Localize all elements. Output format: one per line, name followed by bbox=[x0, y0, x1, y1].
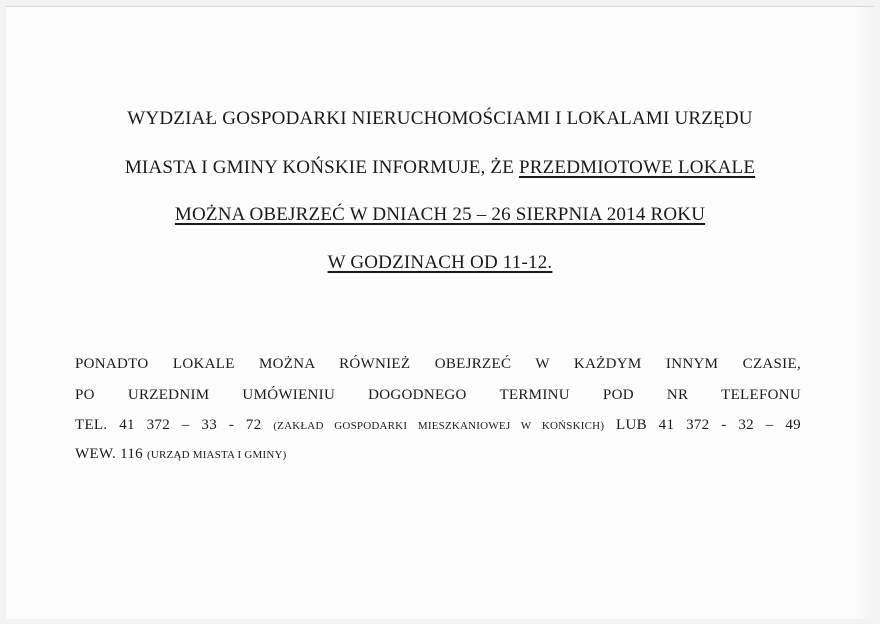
phone-note-2: (URZĄD MIASTA I GMINY) bbox=[147, 449, 287, 461]
phone-extension: WEW. 116 bbox=[75, 446, 143, 462]
paragraph-line-1: PONADTO LOKALE MOŻNA RÓWNIEŻ OBEJRZEĆ W KAŻDYM INNYM CZASIE, bbox=[75, 356, 801, 372]
heading-line-1: WYDZIAŁ GOSPODARKI NIERUCHOMOŚCIAMI I LOKALAMI URZĘDU bbox=[127, 108, 753, 129]
heading-line-2-text: MIASTA I GMINY KOŃSKIE INFORMUJE, ŻE bbox=[124, 157, 519, 178]
heading-line-3 bbox=[0, 204, 880, 226]
phone-note-1: (ZAKŁAD GOSPODARKI MIESZKANIOWEJ W KOŃSKICH) bbox=[273, 420, 605, 432]
paragraph-line-3 bbox=[75, 417, 801, 434]
paragraph-line-2: PO URZEDNIM UMÓWIENIU DOGODNEGO TERMINU POD NR TELEFONU bbox=[75, 387, 801, 403]
heading-line-3-text: MOŻNA OBEJRZEĆ W DNIACH 25 – 26 SIERPNIA 2014 ROKU bbox=[174, 204, 706, 225]
paragraph-line-4 bbox=[75, 446, 287, 463]
heading-line-4-text: W GODZINACH OD 11-12. bbox=[327, 252, 553, 273]
heading-line-2 bbox=[0, 157, 880, 179]
heading-line-4 bbox=[0, 252, 880, 274]
heading-line-2-underlined: PRZEDMIOTOWE LOKALE bbox=[518, 157, 756, 178]
phone-number-1: TEL. 41 372 – 33 - 72 bbox=[75, 417, 262, 433]
phone-number-2: LUB 41 372 - 32 – 49 bbox=[615, 417, 801, 433]
page-edge-shadow bbox=[852, 7, 874, 619]
document-page bbox=[6, 6, 874, 619]
